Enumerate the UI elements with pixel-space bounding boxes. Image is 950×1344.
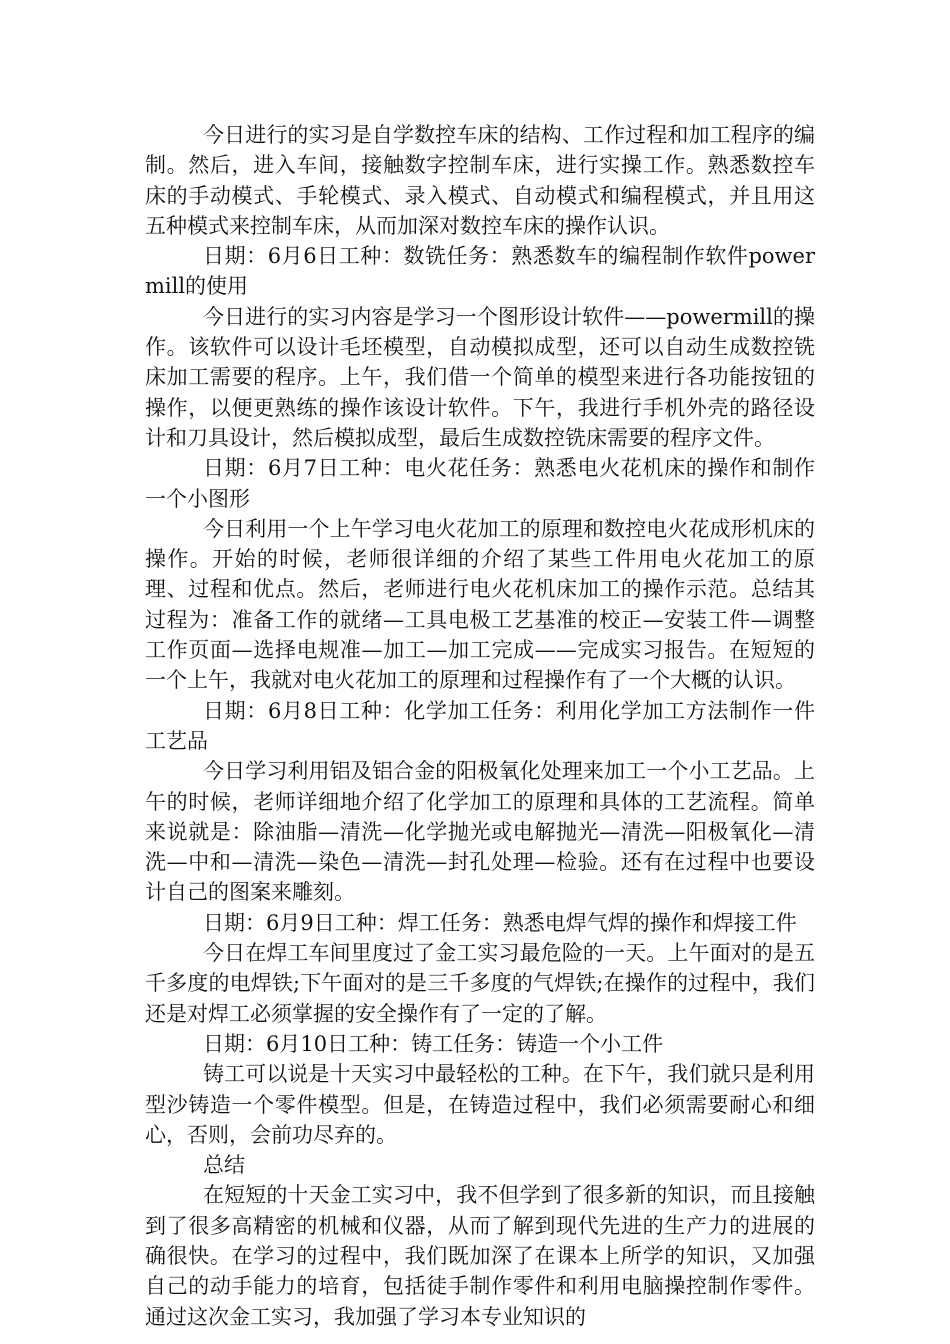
body-paragraph: 铸工可以说是十天实习中最轻松的工种。在下午，我们就只是利用型沙铸造一个零件模型。但是，在铸造过程中，我们必须需要耐心和细心，否则，会前功尽弃的。 xyxy=(145,1062,815,1147)
date-heading: 日期：6月6日工种：数铣任务：熟悉数车的编程制作软件powermill的使用 xyxy=(145,244,815,299)
date-heading: 日期：6月10日工种：铸工任务：铸造一个小工件 xyxy=(203,1031,664,1056)
body-paragraph: 今日进行的实习内容是学习一个图形设计软件——powermill的操作。该软件可以设计毛坯模型，自动模拟成型，还可以自动生成数控铣床加工需要的程序。上午，我们借一个简单的模型来进行各功能按钮的操作，以便更熟练的操作该设计软件。下午，我进行手机外壳的路径设计和刀具设计，然后模拟成型，最后生成数控铣床需要的程序文件。 xyxy=(145,304,815,450)
document-page xyxy=(145,120,815,1332)
body-paragraph: 今日学习利用铝及铝合金的阳极氧化处理来加工一个小工艺品。上午的时候，老师详细地介绍了化学加工的原理和具体的工艺流程。简单来说就是：除油脂—清洗—化学抛光或电解抛光—清洗—阳极氧化—清洗—中和—清洗—染色—清洗—封孔处理—检验。还有在过程中也要设计自己的图案来雕刻。 xyxy=(145,759,815,905)
date-heading: 日期：6月8日工种：化学加工任务：利用化学加工方法制作一件工艺品 xyxy=(145,698,815,753)
body-paragraph: 今日进行的实习是自学数控车床的结构、工作过程和加工程序的编制。然后，进入车间，接触数字控制车床，进行实操工作。熟悉数控车床的手动模式、手轮模式、录入模式、自动模式和编程模式，并且用这五种模式来控制车床，从而加深对数控车床的操作认识。 xyxy=(145,123,815,238)
date-heading: 日期：6月7日工种：电火花任务：熟悉电火花机床的操作和制作一个小图形 xyxy=(145,456,815,511)
body-paragraph: 今日在焊工车间里度过了金工实习最危险的一天。上午面对的是五千多度的电焊铁;下午面对的是三千多度的气焊铁;在操作的过程中，我们还是对焊工必须掌握的安全操作有了一定的了解。 xyxy=(145,941,815,1026)
body-paragraph: 今日利用一个上午学习电火花加工的原理和数控电火花成形机床的操作。开始的时候，老师很详细的介绍了某些工件用电火花加工的原理、过程和优点。然后，老师进行电火花机床加工的操作示范。总结其过程为：准备工作的就绪—工具电极工艺基准的校正—安装工件—调整工作页面—选择电规准—加工—加工完成——完成实习报告。在短短的一个上午，我就对电火花加工的原理和过程操作有了一个大概的认识。 xyxy=(145,516,815,693)
body-paragraph: 在短短的十天金工实习中，我不但学到了很多新的知识，而且接触到了很多高精密的机械和仪器，从而了解到现代先进的生产力的进展的确很快。在学习的过程中，我们既加深了在课本上所学的知识，又加强自己的动手能力的培育，包括徒手制作零件和利用电脑操控制作零件。通过这次金工实习，我加强了学习本专业知识的 xyxy=(145,1183,815,1329)
date-heading: 日期：6月9日工种：焊工任务：熟悉电焊气焊的操作和焊接工件 xyxy=(203,910,797,935)
summary-heading: 总结 xyxy=(203,1153,245,1178)
